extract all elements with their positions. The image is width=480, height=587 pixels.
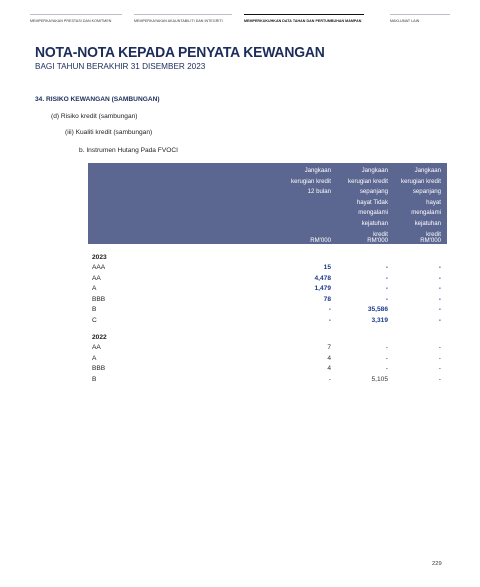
page-subtitle: BAGI TAHUN BERAKHIR 31 DISEMBER 2023	[35, 62, 206, 71]
cell-tidak-kejatuhan: -	[385, 264, 388, 271]
nav-item-prestasi[interactable]: MEMPERKAYAKAN PRESTASI DAN KOMITMEN	[30, 14, 122, 23]
table-row	[88, 317, 447, 328]
cell-tidak-kejatuhan: -	[385, 365, 388, 372]
cell-12-bulan: -	[328, 375, 331, 383]
column-unit: RM'000	[310, 237, 331, 244]
table-row	[88, 306, 447, 317]
cell-12-bulan: 1,479	[314, 285, 331, 292]
subsection-iii: (iii) Kualiti kredit (sambungan)	[65, 129, 153, 136]
cell-kejatuhan: -	[438, 264, 441, 271]
column-header-tidak-kejatuhan: Jangkaan kerugian kredit sepanjang hayat Tidak mengalami kejatuhan kredit	[348, 167, 388, 238]
table-row	[88, 285, 447, 296]
cell-12-bulan: -	[328, 316, 331, 324]
subsection-d: (d) Risiko kredit (sambungan)	[51, 113, 138, 120]
cell-12-bulan: 4	[327, 354, 331, 362]
year-label-2023: 2023	[92, 254, 107, 261]
column-unit: RM'000	[420, 237, 441, 244]
cell-12-bulan: 15	[323, 264, 331, 271]
cell-tidak-kejatuhan: -	[385, 274, 388, 282]
page-number: 229	[432, 561, 442, 567]
year-label-2022: 2022	[92, 334, 107, 341]
table-row	[88, 296, 447, 307]
nav-item-maklumat-lain[interactable]: MAKLUMAT LAIN	[390, 14, 450, 23]
cell-12-bulan: -	[328, 306, 331, 313]
cell-kejatuhan: -	[438, 375, 441, 383]
cell-kejatuhan: -	[438, 306, 441, 313]
rating-label: B	[92, 375, 97, 383]
table-row	[88, 275, 447, 286]
cell-tidak-kejatuhan: 5,105	[371, 375, 388, 383]
cell-kejatuhan: -	[438, 316, 441, 324]
section-heading: 34. RISIKO KEWANGAN (SAMBUNGAN)	[35, 96, 160, 103]
rating-label: A	[92, 285, 97, 292]
nav-item-data-tahan[interactable]: MEMPERKUKUHKAN DATA TAHAN DAN PERTUMBUHAN MAMPAN	[244, 14, 364, 23]
cell-12-bulan: 4	[327, 365, 331, 372]
top-navigation	[30, 14, 450, 26]
column-unit: RM'000	[367, 237, 388, 244]
cell-12-bulan: 7	[327, 344, 331, 351]
column-header-12-bulan: Jangkaan kerugian kredit 12 bulan	[291, 167, 331, 196]
cell-kejatuhan: -	[438, 365, 441, 372]
rating-label: AA	[92, 344, 101, 351]
subsection-b: b. Instrumen Hutang Pada FVOCI	[79, 147, 178, 154]
table-row	[88, 264, 447, 275]
cell-tidak-kejatuhan: -	[385, 344, 388, 351]
cell-tidak-kejatuhan: 3,319	[371, 316, 388, 324]
cell-tidak-kejatuhan: -	[385, 285, 388, 292]
rating-label: A	[92, 354, 97, 362]
rating-label: AA	[92, 274, 101, 282]
column-header-mengalami-kejatuhan: Jangkaan kerugian kredit sepanjang hayat mengalami kejatuhan kredit	[401, 167, 441, 238]
cell-kejatuhan: -	[438, 344, 441, 351]
cell-12-bulan: 78	[323, 295, 331, 303]
page-title: NOTA-NOTA KEPADA PENYATA KEWANGAN	[35, 44, 325, 61]
table-row	[88, 344, 447, 355]
rating-label: AAA	[92, 264, 106, 271]
table-row	[88, 376, 447, 387]
cell-kejatuhan: -	[438, 354, 441, 362]
table-row	[88, 365, 447, 376]
cell-tidak-kejatuhan: 35,586	[367, 306, 388, 313]
table-header	[88, 163, 447, 244]
cell-kejatuhan: -	[438, 295, 441, 303]
nav-item-akauntabiliti[interactable]: MEMPERKAYAKAN AKAUNTABILITI DAN INTEGRITI	[134, 14, 232, 23]
rating-label: BBB	[92, 295, 106, 303]
cell-tidak-kejatuhan: -	[385, 354, 388, 362]
cell-kejatuhan: -	[438, 285, 441, 292]
rating-label: C	[92, 316, 97, 324]
cell-tidak-kejatuhan: -	[385, 295, 388, 303]
rating-label: BBB	[92, 365, 106, 372]
rating-label: B	[92, 306, 97, 313]
table-row	[88, 355, 447, 366]
cell-kejatuhan: -	[438, 274, 441, 282]
cell-12-bulan: 4,478	[314, 274, 331, 282]
